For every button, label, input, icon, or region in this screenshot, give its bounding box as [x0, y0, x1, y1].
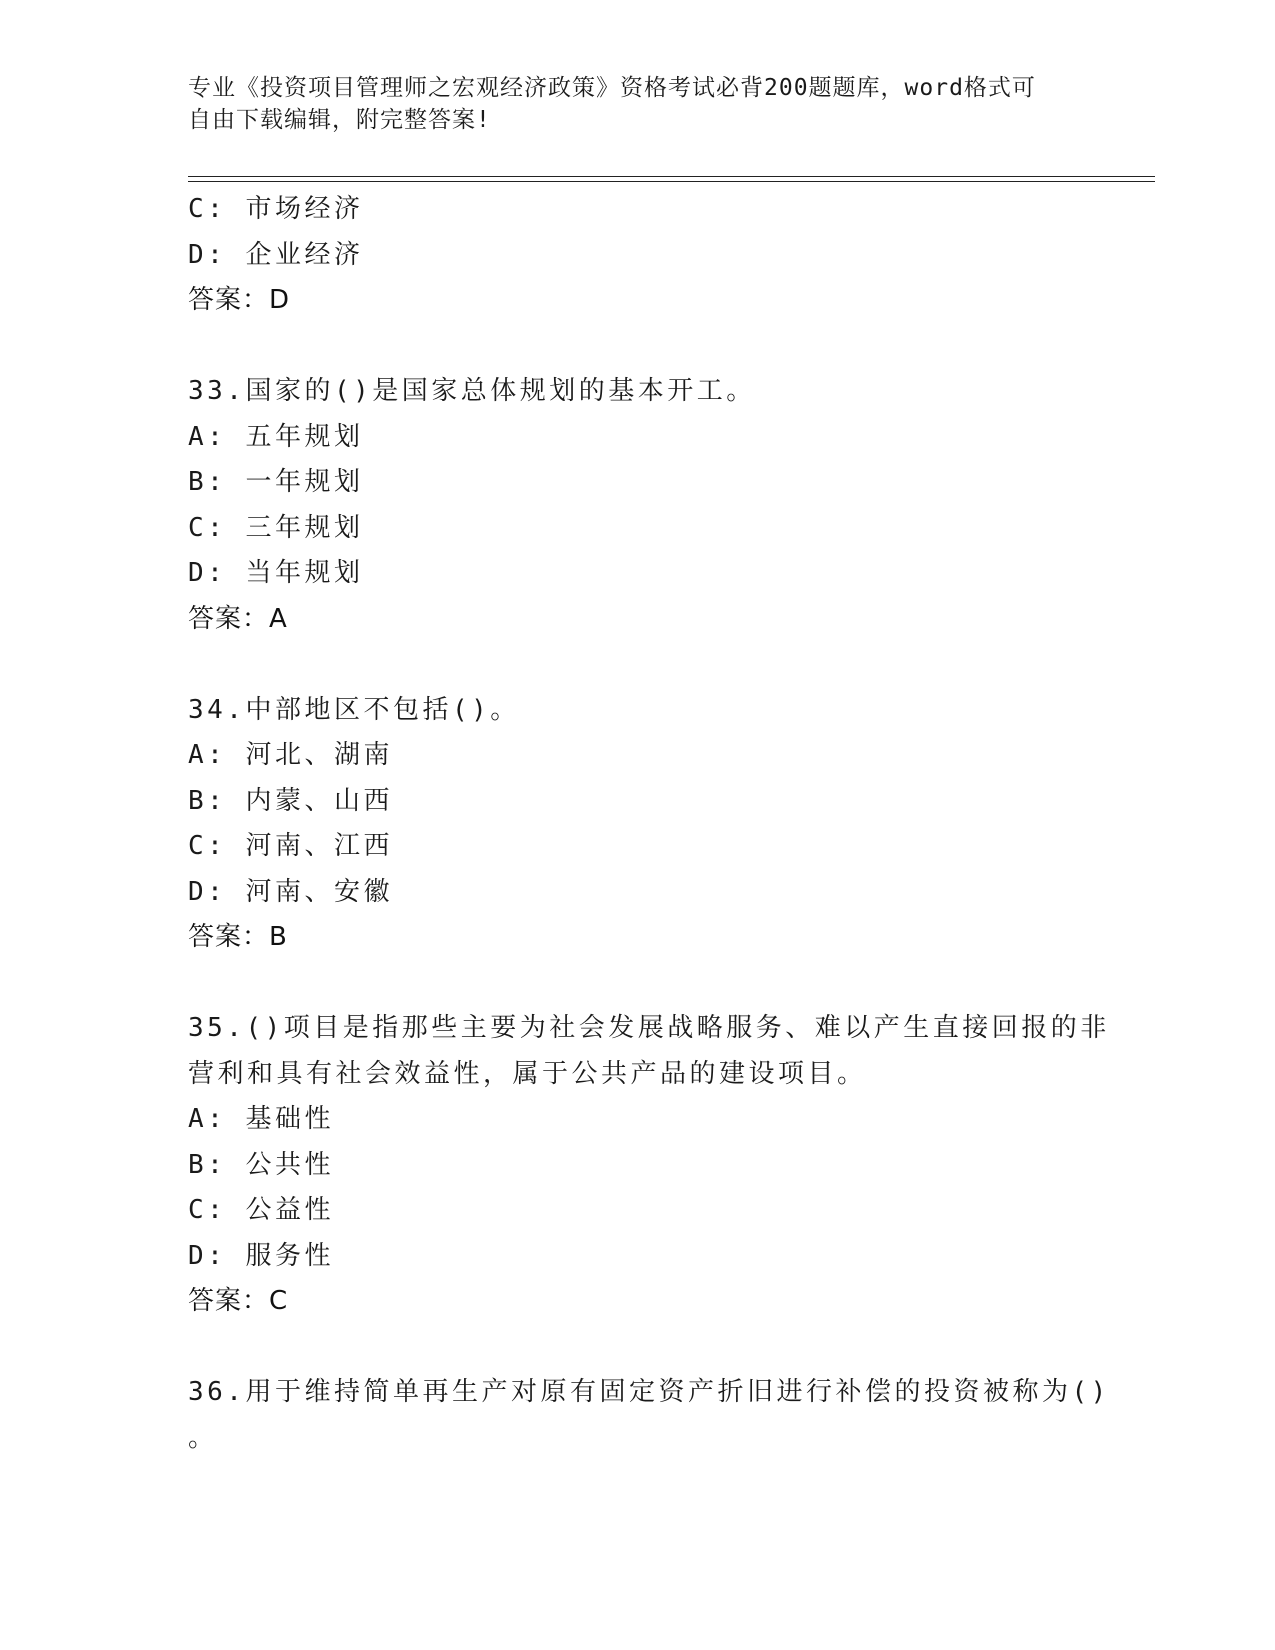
option-c: C: 三年规划	[188, 512, 364, 543]
option-a: A: 河北、湖南	[188, 740, 393, 770]
question-stem: 33.国家的()是国家总体规划的基本开工。	[188, 376, 756, 406]
question-stem: 34.中部地区不包括()。	[188, 694, 520, 725]
option-d: D: 河南、安徽	[188, 876, 393, 907]
answer-text: 答案：B	[188, 922, 288, 952]
option-d: D: 当年规划	[188, 558, 364, 588]
option-c: C: 河南、江西	[188, 831, 393, 861]
option-a: A: 五年规划	[188, 421, 364, 452]
document-page	[188, 0, 1158, 1650]
header-title-line-1: 专业《投资项目管理师之宏观经济政策》资格考试必背200题题库，word格式可	[188, 75, 1036, 101]
answer-text: 答案：A	[188, 603, 288, 634]
question-list	[188, 187, 1110, 1461]
option-b: B: 公共性	[188, 1149, 334, 1180]
answer-text: 答案：D	[188, 285, 291, 315]
option-a: A: 基础性	[188, 1104, 334, 1134]
question-stem: 35.()项目是指那些主要为社会发展战略服务、难以产生直接回报的非	[188, 1013, 1110, 1043]
question-stem-continued: 。	[188, 1422, 218, 1453]
answer-text: 答案：C	[188, 1286, 289, 1316]
option-c: C: 公益性	[188, 1195, 334, 1225]
header-rule-top	[188, 176, 1155, 177]
option-b: B: 内蒙、山西	[188, 785, 393, 816]
page-header	[188, 72, 1088, 136]
header-title-line-2: 自由下载编辑，附完整答案!	[188, 107, 491, 133]
question-stem-continued: 营利和具有社会效益性，属于公共产品的建设项目。	[188, 1058, 867, 1089]
option-c: C: 市场经济	[188, 194, 364, 224]
question-stem: 36.用于维持简单再生产对原有固定资产折旧进行补偿的投资被称为()	[188, 1377, 1110, 1407]
option-b: B: 一年规划	[188, 467, 364, 497]
option-d: D: 企业经济	[188, 239, 364, 270]
header-rule-bottom	[188, 181, 1155, 182]
option-d: D: 服务性	[188, 1240, 334, 1271]
